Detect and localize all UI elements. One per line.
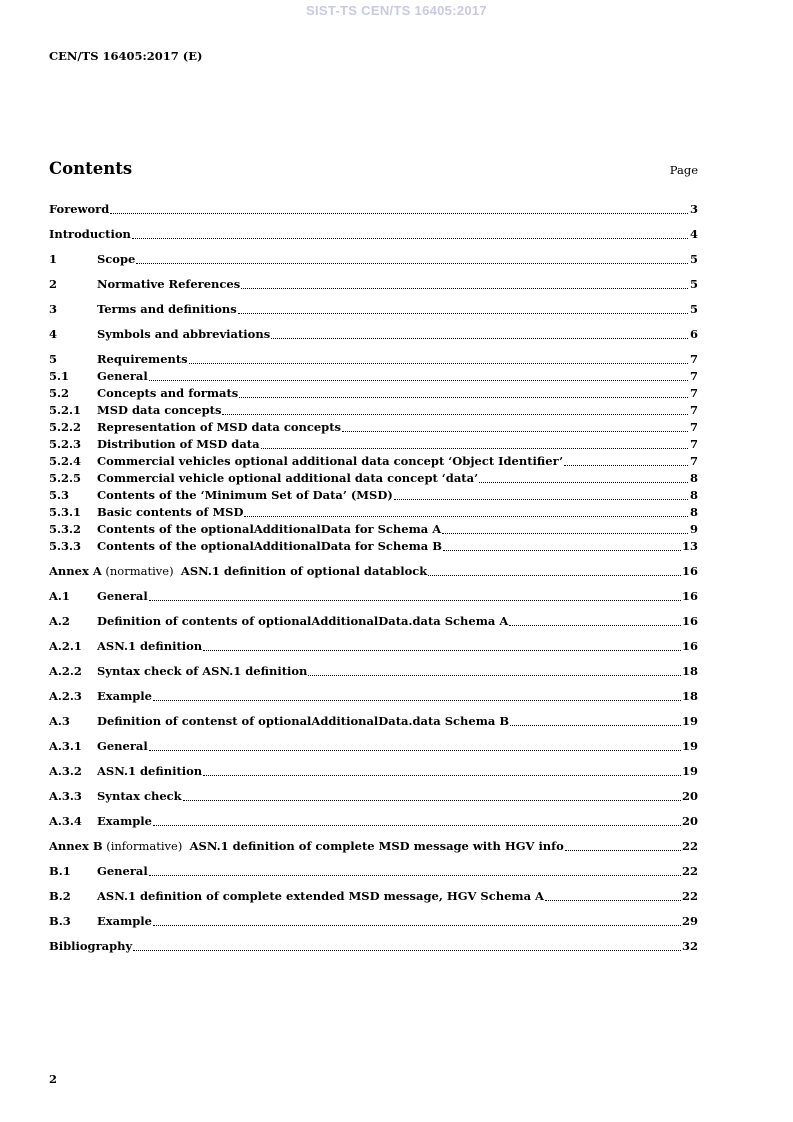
toc-entry-number: A.2.1 [49,639,82,653]
toc-annex-title: ASN.1 definition of optional datablock [180,564,428,578]
toc-dot-leader [394,499,688,500]
toc-entry[interactable] [49,326,698,343]
toc-entry-title-text: Contents of the optionalAdditionalData for Schema A [97,522,442,536]
toc-entry[interactable] [49,938,698,955]
toc-entry-page: 5 [689,277,698,291]
toc-entry-page: 8 [689,471,698,485]
toc-dot-leader [443,550,681,551]
toc-dot-leader [564,465,688,466]
toc-entry[interactable] [49,419,698,436]
toc-entry-page: 19 [681,714,698,728]
toc-entry-title [97,487,393,504]
toc-entry-number: 5 [49,352,58,366]
toc-entry-page: 7 [689,437,698,451]
toc-entry-page: 7 [689,386,698,400]
toc-entry[interactable] [49,838,698,855]
toc-entry[interactable] [49,201,698,218]
toc-dot-leader [241,288,688,289]
toc-entry-title-text: ASN.1 definition [97,764,203,778]
toc-dot-leader [428,575,681,576]
toc-entry-page: 7 [689,369,698,383]
toc-entry[interactable] [49,888,698,905]
toc-entry-title-text: Commercial vehicle optional additional data concept ‘data’ [97,471,479,485]
toc-entry-title-text: Symbols and abbreviations [97,327,271,341]
toc-entry[interactable] [49,538,698,555]
toc-entry-title-text: Scope [97,252,136,266]
toc-entry[interactable] [49,251,698,268]
toc-entry-number: B.1 [49,864,71,878]
toc-entry-title [97,368,148,385]
toc-entry-title-text: General [97,369,148,383]
toc-entry[interactable] [49,613,698,630]
toc-entry-number: 5.2.5 [49,471,82,485]
toc-entry[interactable] [49,487,698,504]
toc-entry-number: 5.2.2 [49,420,82,434]
toc-entry-title-text: General [97,739,148,753]
toc-dot-leader [308,675,681,676]
toc-entry-title-text: Foreword [49,202,110,216]
toc-entry[interactable] [49,738,698,755]
toc-entry-page: 22 [681,889,698,903]
toc-entry-page: 19 [681,764,698,778]
toc-dot-leader [203,650,681,651]
toc-dot-leader [189,363,688,364]
toc-entry-page: 3 [689,202,698,216]
table-of-contents [49,201,698,955]
toc-dot-leader [510,725,681,726]
toc-entry-number: 1 [49,252,58,266]
toc-entry-page: 5 [689,302,698,316]
toc-entry[interactable] [49,863,698,880]
contents-title: Contents [49,159,133,178]
toc-dot-leader [132,238,688,239]
toc-entry-number: 4 [49,327,58,341]
toc-entry-title [97,738,148,755]
toc-entry-page: 8 [689,488,698,502]
toc-entry-title-text: Syntax check [97,789,182,803]
toc-entry-number: B.2 [49,889,71,903]
toc-dot-leader [222,414,688,415]
toc-entry-number: 5.2.4 [49,454,82,468]
page-number: 2 [49,1072,58,1086]
toc-entry-title [97,251,135,268]
toc-entry-number: A.3 [49,714,70,728]
toc-entry-title-text: MSD data concepts [97,403,222,417]
toc-entry-title [97,888,544,905]
toc-entry[interactable] [49,301,698,318]
toc-entry-page: 20 [681,814,698,828]
toc-entry[interactable] [49,663,698,680]
toc-dot-leader [149,875,681,876]
toc-entry-title-text: Introduction [49,227,131,241]
toc-dot-leader [203,775,681,776]
toc-entry-title [97,663,307,680]
toc-entry-title-text: General [97,864,148,878]
toc-entry-number: 5.1 [49,369,70,383]
toc-entry-title-text: Definition of contenst of optionalAdditionalData.data Schema B [97,714,510,728]
toc-entry-page: 20 [681,789,698,803]
toc-entry-number: 5.3.3 [49,539,82,553]
toc-entry-page: 7 [689,403,698,417]
toc-entry-title [97,351,188,368]
toc-entry-title [97,763,202,780]
toc-entry-title [97,688,152,705]
toc-entry-title [97,402,221,419]
toc-entry-number: B.3 [49,914,71,928]
toc-entry[interactable] [49,713,698,730]
toc-entry-title [97,613,508,630]
toc-entry-page: 4 [689,227,698,241]
toc-entry-title [97,301,237,318]
toc-entry-title-text: Syntax check of ASN.1 definition [97,664,308,678]
toc-entry-title [97,713,509,730]
toc-entry-title [49,563,427,580]
toc-entry-title [49,938,132,955]
toc-entry-page: 13 [681,539,698,553]
toc-entry[interactable] [49,276,698,293]
toc-entry[interactable] [49,813,698,830]
toc-entry-title-text: Contents of the optionalAdditionalData for Schema B [97,539,442,553]
toc-entry-number: A.2.3 [49,689,82,703]
toc-entry-page: 22 [681,864,698,878]
toc-entry-title [97,470,478,487]
toc-entry-title-text: Requirements [97,352,188,366]
toc-entry-title [97,453,563,470]
toc-entry[interactable] [49,453,698,470]
toc-entry[interactable] [49,638,698,655]
toc-entry-number: 5.2.3 [49,437,82,451]
toc-entry-page: 29 [681,914,698,928]
toc-entry-title [97,436,260,453]
toc-dot-leader [442,533,688,534]
toc-entry-page: 7 [689,420,698,434]
toc-entry-title-text: Distribution of MSD data [97,437,260,451]
toc-entry-title [97,638,202,655]
document-header: CEN/TS 16405:2017 (E) [49,49,203,63]
toc-entry-number: 5.2 [49,386,70,400]
toc-entry-title [97,588,148,605]
toc-entry[interactable] [49,521,698,538]
toc-entry-title [97,863,148,880]
toc-entry[interactable] [49,351,698,368]
toc-entry-number: 5.2.1 [49,403,82,417]
toc-entry-title [97,913,152,930]
toc-entry-page: 8 [689,505,698,519]
toc-entry[interactable] [49,436,698,453]
toc-dot-leader [149,380,688,381]
toc-entry[interactable] [49,563,698,580]
toc-entry-page: 19 [681,739,698,753]
toc-entry[interactable] [49,368,698,385]
toc-entry-number: 2 [49,277,58,291]
toc-entry-page: 9 [689,522,698,536]
toc-entry-title-text: Example [97,914,152,928]
toc-dot-leader [149,600,681,601]
toc-entry-page: 7 [689,352,698,366]
toc-entry-page: 5 [689,252,698,266]
toc-entry-page: 7 [689,454,698,468]
toc-entry-number: 5.3.2 [49,522,82,536]
toc-entry-page: 22 [681,839,698,853]
toc-entry-number: A.3.1 [49,739,82,753]
toc-entry-title [97,419,341,436]
toc-entry-title-text: Definition of contents of optionalAdditionalData.data Schema A [97,614,509,628]
toc-annex-title: ASN.1 definition of complete MSD message with HGV info [189,839,564,853]
toc-entry[interactable] [49,688,698,705]
toc-dot-leader [153,700,681,701]
toc-entry-title-text: Annex B [49,839,103,853]
toc-entry[interactable] [49,402,698,419]
toc-annex-type: (informative) [102,839,190,853]
toc-entry-page: 18 [681,689,698,703]
toc-entry-page: 18 [681,664,698,678]
toc-entry-title-text: Commercial vehicles optional additional data concept ‘Object Identifier’ [97,454,564,468]
toc-entry-title-text: Terms and definitions [97,302,237,316]
toc-entry[interactable] [49,470,698,487]
toc-entry-page: 16 [681,564,698,578]
toc-dot-leader [565,850,681,851]
toc-entry-title-text: Concepts and formats [97,386,239,400]
toc-entry-number: 5.3 [49,488,70,502]
toc-annex-type: (normative) [101,564,181,578]
toc-entry-number: A.3.3 [49,789,82,803]
toc-entry-title [97,538,442,555]
toc-entry-title [97,504,243,521]
toc-entry-title [49,201,109,218]
toc-entry-title-text: Normative References [97,277,241,291]
toc-entry-page: 16 [681,614,698,628]
toc-entry-title [97,385,238,402]
toc-entry-page: 6 [689,327,698,341]
toc-entry-title [97,276,240,293]
toc-dot-leader [545,900,681,901]
toc-entry[interactable] [49,913,698,930]
toc-entry-title-text: General [97,589,148,603]
toc-entry[interactable] [49,504,698,521]
toc-entry-number: 5.3.1 [49,505,82,519]
toc-entry-title [49,838,564,855]
toc-entry-title-text: ASN.1 definition of complete extended MSD message, HGV Schema A [97,889,544,903]
toc-entry-title-text: Example [97,814,152,828]
toc-entry-number: A.1 [49,589,70,603]
toc-dot-leader [261,448,688,449]
toc-entry-title [97,788,182,805]
toc-entry-number: 3 [49,302,58,316]
toc-entry-number: A.2 [49,614,70,628]
toc-entry-title-text: ASN.1 definition [97,639,203,653]
page-column-label: Page [669,163,698,177]
toc-entry-title-text: Annex A [49,564,102,578]
toc-dot-leader [271,338,688,339]
toc-entry-title-text: Contents of the ‘Minimum Set of Data’ (MSD) [97,488,393,502]
toc-entry-title [49,226,131,243]
toc-entry-title-text: Bibliography [49,939,133,953]
toc-dot-leader [509,625,681,626]
toc-entry[interactable] [49,385,698,402]
toc-entry[interactable] [49,588,698,605]
toc-entry-page: 16 [681,639,698,653]
toc-dot-leader [149,750,681,751]
toc-entry-number: A.3.4 [49,814,82,828]
toc-dot-leader [238,313,688,314]
toc-dot-leader [110,213,688,214]
toc-entry-title-text: Representation of MSD data concepts [97,420,341,434]
toc-entry-page: 16 [681,589,698,603]
toc-dot-leader [183,800,681,801]
toc-entry-number: A.2.2 [49,664,82,678]
toc-entry-page: 32 [681,939,698,953]
toc-entry-title [97,521,441,538]
toc-entry[interactable] [49,226,698,243]
toc-dot-leader [136,263,688,264]
toc-entry[interactable] [49,788,698,805]
toc-entry-title-text: Example [97,689,152,703]
toc-dot-leader [153,925,681,926]
toc-entry-title [97,813,152,830]
toc-dot-leader [342,431,688,432]
toc-dot-leader [479,482,688,483]
toc-dot-leader [239,397,688,398]
toc-dot-leader [244,516,688,517]
toc-entry-number: A.3.2 [49,764,82,778]
watermark: SIST-TS CEN/TS 16405:2017 [306,3,487,18]
toc-dot-leader [153,825,681,826]
toc-entry-title-text: Basic contents of MSD [97,505,244,519]
toc-dot-leader [133,950,681,951]
toc-entry-title [97,326,270,343]
toc-entry[interactable] [49,763,698,780]
